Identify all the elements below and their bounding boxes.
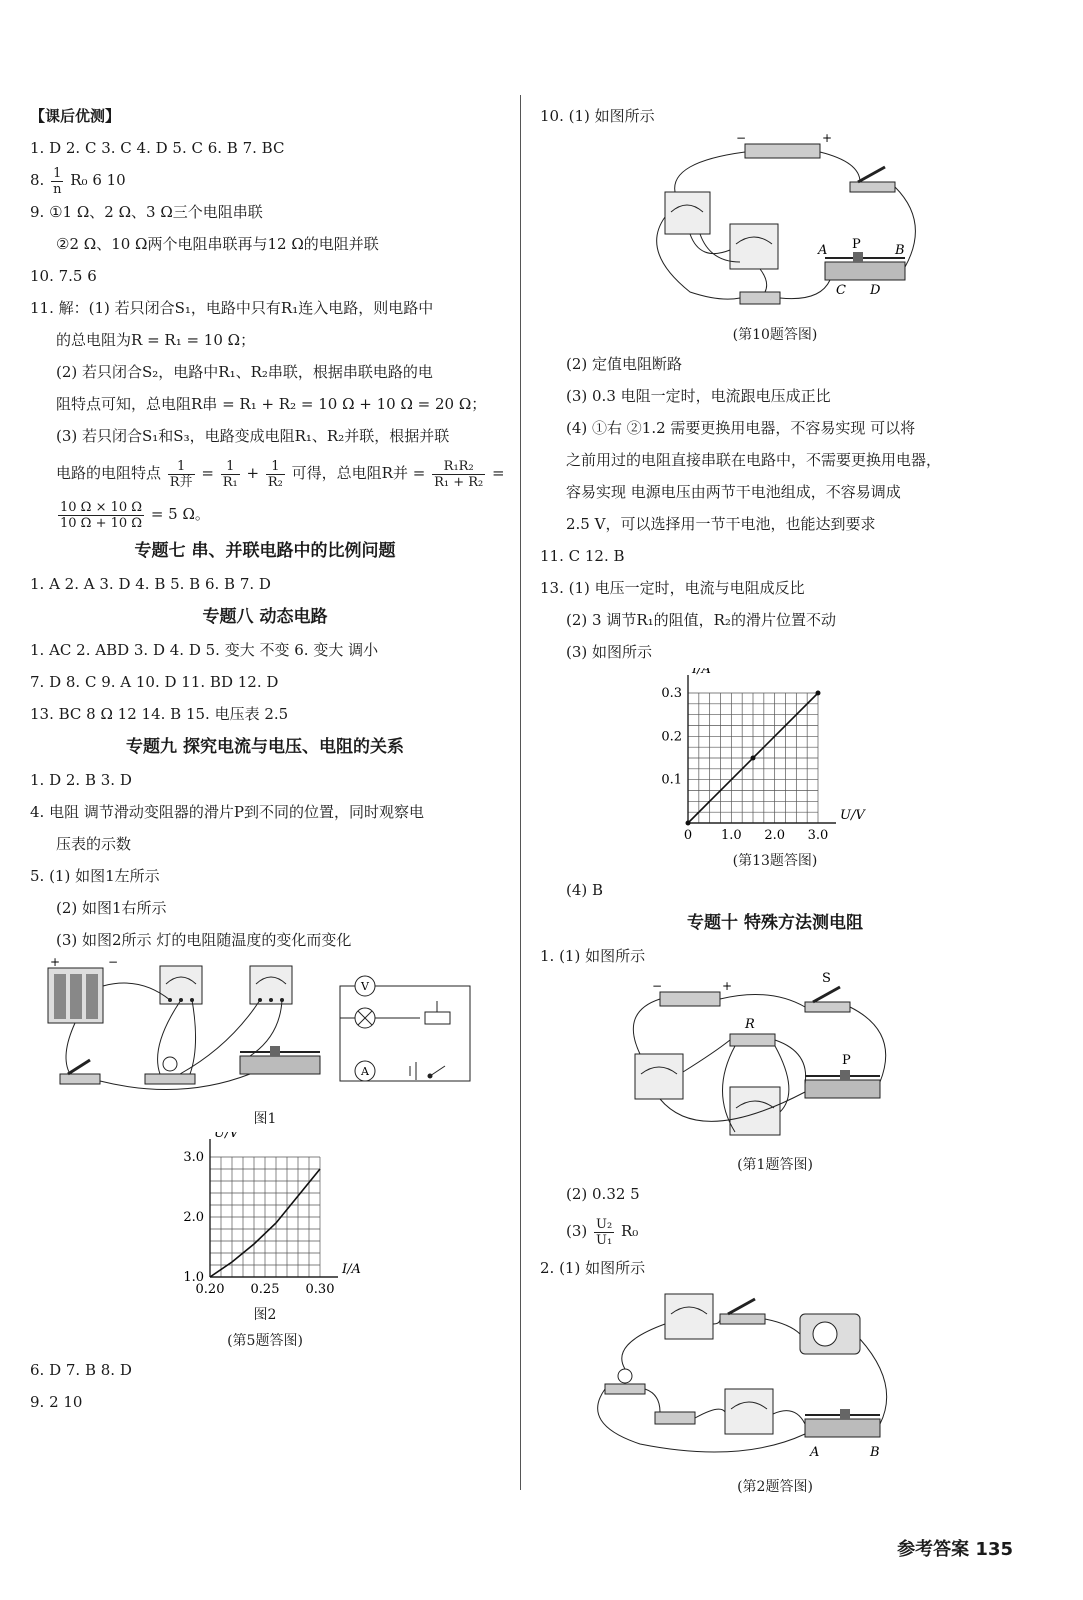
circuit-schematic bbox=[340, 976, 470, 1081]
section-title: 专题七 串、并联电路中的比例问题 bbox=[134, 541, 396, 561]
section-header-after-class: 【课后优测】 bbox=[30, 107, 121, 125]
ammeter-symbol-label: A bbox=[361, 1065, 369, 1078]
minus-sign: − bbox=[652, 979, 663, 993]
terminal-label-c: C bbox=[836, 283, 846, 298]
answer-line: (2) 3 调节R₁的阻值，R₂的滑片位置不动 bbox=[566, 611, 836, 629]
fraction: $\frac{1}{\text{R₁}}$ bbox=[222, 458, 238, 490]
plus-sign: + bbox=[722, 979, 733, 993]
answer-line: 5. (1) 如图1左所示 bbox=[30, 867, 160, 885]
voltmeter-icon bbox=[730, 1087, 780, 1135]
answer-line: 13. (1) 电压一定时，电流与电阻成反比 bbox=[540, 579, 805, 597]
answer-line: 13. BC 8 Ω 12 14. B 15. 电压表 2.5 bbox=[30, 705, 289, 723]
terminal-label-b: B bbox=[870, 1445, 880, 1460]
figure-10 bbox=[540, 132, 1010, 322]
voltmeter-icon bbox=[250, 966, 292, 1004]
answer-line-formula: $\frac{10 \Omega \times 10 \Omega}{10 \Omega + 10 \Omega}$ = 5 Ω。 bbox=[60, 499, 210, 531]
voltmeter-icon bbox=[725, 1389, 773, 1434]
answer-line: (2) 若只闭合S₂，电路中R₁、R₂串联，根据串联电路的电 bbox=[56, 363, 433, 381]
answer-line: 1. A 2. A 3. D 4. B 5. B 6. B 7. D bbox=[30, 575, 271, 593]
ammeter-icon bbox=[160, 966, 202, 1004]
x-axis-label: I/A bbox=[342, 1262, 361, 1277]
answer-line: 阻特点可知，总电阻R串 = R₁ + R₂ = 10 Ω + 10 Ω = 20 Ω； bbox=[56, 395, 487, 413]
figure-10-caption: (第10题答图) bbox=[732, 327, 818, 343]
left-column bbox=[30, 100, 505, 1418]
power-supply-icon bbox=[800, 1314, 860, 1354]
resistor-icon bbox=[655, 1412, 695, 1424]
figure-2-right bbox=[540, 1284, 1010, 1474]
answer-line: ②2 Ω、10 Ω两个电阻串联再与12 Ω的电阻并联 bbox=[56, 235, 379, 253]
answer-line-8: 8. $\frac{1}{n}$ R₀ 6 10 bbox=[30, 165, 126, 197]
answer-line: 压表的示数 bbox=[56, 835, 132, 853]
fraction: $\frac{10 \Omega \times 10 \Omega}{10 \Omega + 10 \Omega}$ bbox=[60, 499, 143, 531]
terminal-label-a: A bbox=[818, 243, 828, 258]
y-tick-label: 1.0 bbox=[183, 1270, 204, 1285]
x-tick-label: 2.0 bbox=[764, 828, 786, 843]
answer-line: (3) 如图所示 bbox=[566, 643, 653, 661]
figure-2-label: 图2 bbox=[253, 1307, 277, 1323]
ammeter-icon bbox=[635, 1054, 683, 1099]
y-tick-label: 2.0 bbox=[183, 1210, 204, 1225]
switch-icon bbox=[720, 1299, 765, 1324]
ammeter-icon bbox=[665, 1294, 713, 1339]
lamp-icon bbox=[605, 1369, 645, 1394]
x-tick-label: 0.25 bbox=[250, 1282, 280, 1297]
answer-line: 11. C 12. B bbox=[540, 547, 625, 565]
minus-sign: − bbox=[736, 132, 747, 145]
fraction: $\frac{1}{\text{R₂}}$ bbox=[267, 458, 283, 490]
answer-line: 1. (1) 如图所示 bbox=[540, 947, 646, 965]
figure-1-right-caption: (第1题答图) bbox=[737, 1157, 813, 1173]
answer-line: 9. 2 10 bbox=[30, 1393, 83, 1411]
section-title: 专题九 探究电流与电压、电阻的关系 bbox=[126, 737, 404, 757]
answer-line: 9. ①1 Ω、2 Ω、3 Ω三个电阻串联 bbox=[30, 203, 263, 221]
slider-label-p: P bbox=[852, 237, 861, 252]
ammeter-icon bbox=[665, 192, 710, 234]
minus-sign: − bbox=[108, 956, 119, 969]
answer-line: 10. 7.5 6 bbox=[30, 267, 97, 285]
page-number: 135 bbox=[975, 1539, 1013, 1560]
fraction: $\frac{\text{U₂}}{\text{U₁}}$ bbox=[596, 1216, 613, 1248]
figure-2-right-caption: (第2题答图) bbox=[737, 1479, 813, 1495]
battery-icon bbox=[660, 992, 720, 1006]
figure-13-caption: (第13题答图) bbox=[732, 853, 818, 869]
data-point bbox=[816, 691, 821, 696]
figure-1-drawing bbox=[30, 956, 500, 1106]
answer-line: 2. (1) 如图所示 bbox=[540, 1259, 646, 1277]
figure-10-drawing bbox=[540, 132, 1010, 322]
answer-line: 1. D 2. C 3. C 4. D 5. C 6. B 7. BC bbox=[30, 139, 285, 157]
terminal-label-d: D bbox=[870, 283, 881, 298]
terminal-label-b: B bbox=[895, 243, 905, 258]
section-title: 专题八 动态电路 bbox=[202, 607, 328, 627]
footer-label: 参考答案 bbox=[897, 1539, 970, 1560]
answer-line: 的总电阻为R = R₁ = 10 Ω； bbox=[56, 331, 256, 349]
switch-icon bbox=[805, 987, 850, 1012]
answer-line: 7. D 8. C 9. A 10. D 11. BD 12. D bbox=[30, 673, 279, 691]
answer-line: 之前用过的电阻直接串联在电路中，不需要更换用电器， bbox=[566, 451, 942, 469]
figure-13 bbox=[540, 668, 1010, 848]
answer-line: 1. AC 2. ABD 3. D 4. D 5. 变大 不变 6. 变大 调小 bbox=[30, 641, 379, 659]
answer-line: (2) 定值电阻断路 bbox=[566, 355, 683, 373]
plus-sign: + bbox=[50, 956, 61, 969]
x-tick-label: 0.20 bbox=[195, 1282, 225, 1297]
y-axis-label: U/V bbox=[214, 1132, 239, 1141]
figure-1 bbox=[30, 956, 500, 1106]
rheostat-icon bbox=[825, 252, 905, 280]
switch-label-s: S bbox=[822, 972, 831, 986]
plus-sign: + bbox=[822, 132, 833, 145]
answer-line: (3) 0.3 电阻一定时，电流跟电压成正比 bbox=[566, 387, 831, 405]
figure-1-label: 图1 bbox=[253, 1111, 277, 1127]
lamp-icon bbox=[145, 1057, 195, 1084]
figure-2-chart bbox=[30, 1132, 500, 1302]
answer-line: (3) 如图2所示 灯的电阻随温度的变化而变化 bbox=[56, 931, 352, 949]
answer-line: (4) ①右 ②1.2 需要更换用电器，不容易实现 可以将 bbox=[566, 419, 916, 437]
y-axis-label: I/A bbox=[692, 668, 711, 677]
section-title: 专题十 特殊方法测电阻 bbox=[687, 913, 863, 933]
page-footer bbox=[897, 1535, 1013, 1561]
fraction: $\frac{1}{\text{R并}}$ bbox=[169, 458, 193, 490]
answer-line: (3) 若只闭合S₁和S₃，电路变成电阻R₁、R₂并联，根据并联 bbox=[56, 427, 450, 445]
x-tick-label: 0 bbox=[683, 828, 693, 843]
figure-1-right bbox=[540, 972, 1010, 1152]
fraction: $\frac{1}{n}$ bbox=[53, 165, 62, 197]
answer-line-formula: 电路的电阻特点 $\frac{1}{\text{R并}}$ = $\frac{1}{\text{R₁}}$ + $\frac{1}{\text{R₂}}$ 可得，总电阻R并 = $\frac{\text{R₁R₂}}{\text{R₁ + R₂}}$ = bbox=[56, 458, 505, 490]
x-tick-label: 0.30 bbox=[305, 1282, 335, 1297]
rheostat-icon bbox=[805, 1409, 880, 1437]
x-tick-label: 3.0 bbox=[807, 828, 829, 843]
answer-line: 容易实现 电源电压由两节干电池组成，不容易调成 bbox=[566, 483, 901, 501]
y-tick-label: 0.2 bbox=[661, 729, 682, 745]
answer-line: 2.5 V，可以选择用一节干电池，也能达到要求 bbox=[566, 515, 876, 533]
resistor-icon bbox=[740, 292, 780, 304]
y-tick-label: 0.3 bbox=[661, 686, 682, 701]
resistor-label-r: R bbox=[745, 1017, 755, 1032]
terminal-label-a: A bbox=[810, 1445, 820, 1460]
answer-line: (4) B bbox=[566, 881, 604, 899]
battery-icon bbox=[48, 968, 103, 1023]
slider-label-p: P bbox=[842, 1053, 851, 1068]
y-tick-label: 0.1 bbox=[661, 772, 682, 788]
column-divider bbox=[520, 95, 521, 1490]
figure-1-right-drawing bbox=[540, 972, 1010, 1152]
answer-line: (2) 如图1右所示 bbox=[56, 899, 167, 917]
x-tick-label: 1.0 bbox=[720, 828, 742, 843]
figure-5-caption: (第5题答图) bbox=[227, 1333, 303, 1349]
answer-line: 10. (1) 如图所示 bbox=[540, 107, 655, 125]
right-column bbox=[540, 100, 1010, 1500]
y-tick-label: 3.0 bbox=[183, 1150, 204, 1165]
resistor-icon bbox=[730, 1034, 775, 1046]
figure-2 bbox=[30, 1132, 500, 1302]
battery-icon bbox=[745, 144, 820, 158]
rheostat-icon bbox=[805, 1070, 880, 1098]
data-point bbox=[751, 756, 756, 761]
answer-line: 6. D 7. B 8. D bbox=[30, 1361, 132, 1379]
voltmeter-symbol-label: V bbox=[361, 980, 369, 993]
figure-13-chart bbox=[540, 668, 1010, 848]
rheostat-icon bbox=[240, 1046, 320, 1074]
answer-line: 4. 电阻 调节滑动变阻器的滑片P到不同的位置，同时观察电 bbox=[30, 803, 424, 821]
answer-line: 11. 解：(1) 若只闭合S₁，电路中只有R₁连入电路，则电路中 bbox=[30, 299, 434, 317]
fraction: $\frac{\text{R₁R₂}}{\text{R₁ + R₂}}$ bbox=[434, 458, 484, 490]
answer-line-formula: (3) $\frac{\text{U₂}}{\text{U₁}}$ R₀ bbox=[566, 1216, 639, 1248]
figure-2-right-drawing bbox=[540, 1284, 1010, 1474]
data-point bbox=[686, 821, 691, 826]
answer-line: 1. D 2. B 3. D bbox=[30, 771, 132, 789]
answer-line: (2) 0.32 5 bbox=[566, 1185, 640, 1203]
x-axis-label: U/V bbox=[840, 808, 865, 823]
